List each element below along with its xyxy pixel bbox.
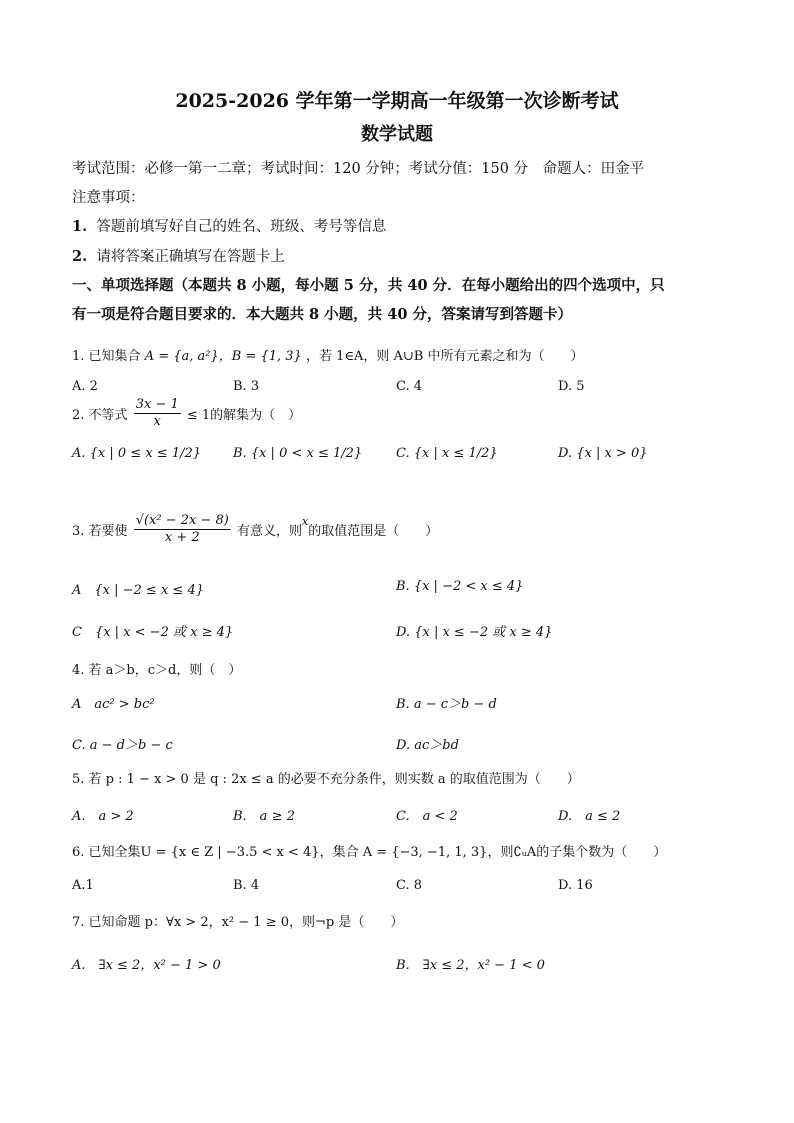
option-c[interactable]: C {x | x < −2 或 x ≥ 4} <box>72 625 234 640</box>
option-d[interactable]: D. 16 <box>558 878 593 893</box>
set-b: ，B = {1, 3} <box>218 349 302 364</box>
section-heading-line2: 有一项是符合题目要求的．本大题共 8 小题，共 40 分，答案请写到答题卡） <box>72 306 572 323</box>
exam-info: 考试范围：必修一第一二章；考试时间：120 分钟；考试分值：150 分 命题人：田金平 <box>72 161 645 177</box>
option-b[interactable]: B. {x | −2 < x ≤ 4} <box>396 579 524 594</box>
note-text: 请将答案正确填写在答题卡上 <box>96 249 285 265</box>
note-item <box>72 245 285 266</box>
option-d[interactable]: D. {x | x ≤ −2 或 x ≥ 4} <box>396 625 553 640</box>
option-a[interactable]: A ac² > bc² <box>72 697 155 712</box>
option-a[interactable]: A {x | −2 ≤ x ≤ 4} <box>72 583 204 598</box>
page-subtitle: 数学试题 <box>361 124 433 145</box>
option-c[interactable]: C. {x | x ≤ 1/2} <box>396 446 498 461</box>
option-b[interactable]: B. a ≥ 2 <box>233 809 295 824</box>
set-a: A = {a, a²} <box>144 349 219 364</box>
option-a[interactable]: A. {x | 0 ≤ x ≤ 1/2} <box>72 446 202 461</box>
note-number: 1. <box>72 218 88 235</box>
question-1-stem: 1. 已知集合 A = {a, a²}，B = {1, 3} ，若 1∈A，则 A∪B 中所有元素之和为（ ） <box>72 349 584 364</box>
question-4-stem: 4. 若 a＞b，c＞d，则（ ） <box>72 663 242 678</box>
section-heading-line1: 一、单项选择题（本题共 8 小题，每小题 5 分，共 40 分．在每小题给出的四个选项中，只 <box>72 277 665 294</box>
option-c[interactable]: C. 4 <box>396 379 423 394</box>
question-7-stem: 7. 已知命题 p：∀x > 2，x² − 1 ≥ 0，则¬p 是（ ） <box>72 915 404 930</box>
option-b[interactable]: B. a − c＞b − d <box>396 697 497 712</box>
option-a[interactable]: A.1 <box>72 878 94 893</box>
note-item <box>72 215 386 236</box>
option-b[interactable]: B. {x | 0 < x ≤ 1/2} <box>233 446 363 461</box>
option-b[interactable]: B. 3 <box>233 379 260 394</box>
option-d[interactable]: D. ac＞bd <box>396 738 459 753</box>
question-6-stem: 6. 已知全集U = {x ∈ Z | −3.5 < x < 4}，集合 A = {−3, −1, 1, 3}，则∁ᵤA的子集个数为（ ） <box>72 845 667 860</box>
option-a[interactable]: A. ∃x ≤ 2，x² − 1 > 0 <box>72 958 221 973</box>
page-title: 2025-2026 学年第一学期高一年级第一次诊断考试 <box>175 90 619 112</box>
question-5-stem: 5. 若 p : 1 − x > 0 是 q : 2x ≤ a 的必要不充分条件，则实数 a 的取值范围为（ ） <box>72 772 580 787</box>
question-2-stem: 2. 不等式 $\frac{3x - 1}{x}$ ≤ 1的解集为（ ） <box>72 397 302 429</box>
option-a[interactable]: A. 2 <box>72 379 98 394</box>
option-c[interactable]: C. 8 <box>396 878 423 893</box>
fraction: $\frac{3x - 1}{x}$ <box>135 397 179 429</box>
option-b[interactable]: B. ∃x ≤ 2，x² − 1 < 0 <box>396 958 545 973</box>
option-a[interactable]: A. a > 2 <box>72 809 134 824</box>
option-c[interactable]: C. a < 2 <box>396 809 458 824</box>
option-d[interactable]: D. {x | x > 0} <box>558 446 648 461</box>
option-d[interactable]: D. a ≤ 2 <box>558 809 621 824</box>
note-number: 2. <box>72 248 88 265</box>
fraction: $\frac{\text{√(x² − 2x − 8)}}{x + 2}$ <box>135 513 229 545</box>
note-text: 答题前填写好自己的姓名、班级、考号等信息 <box>96 219 387 235</box>
notes-heading: 注意事项： <box>72 190 145 206</box>
question-3-stem: 3. 若要使 $\frac{\text{√(x² − 2x − 8)}}{x + 2}$ 有意义，则$^x$的取值范围是（ ） <box>72 513 439 545</box>
option-d[interactable]: D. 5 <box>558 379 585 394</box>
option-b[interactable]: B. 4 <box>233 878 260 893</box>
option-c[interactable]: C. a − d＞b − c <box>72 738 173 753</box>
